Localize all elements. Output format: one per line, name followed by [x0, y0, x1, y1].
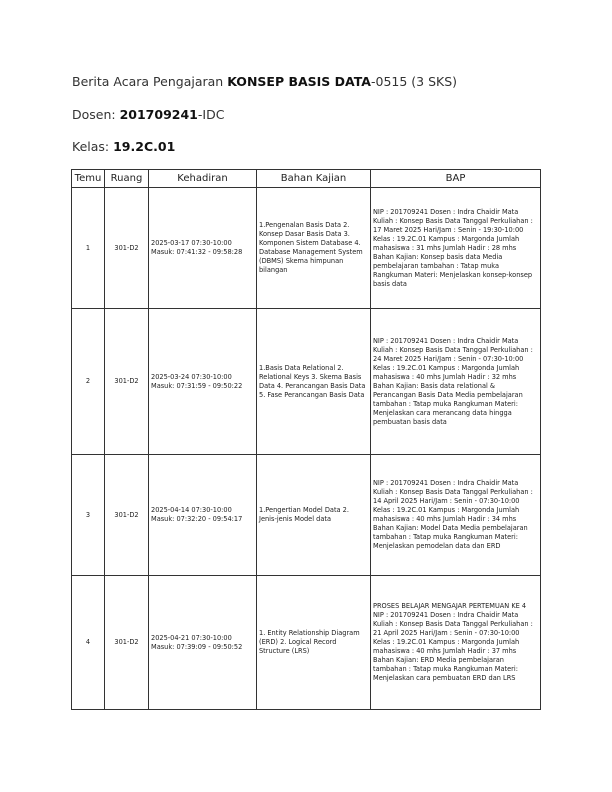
- lecturer-suffix: -IDC: [197, 107, 225, 122]
- kehadiran-cell: [149, 309, 257, 455]
- table-row: [72, 309, 541, 455]
- kehadiran-cell: [149, 455, 257, 576]
- kehadiran-masuk: Masuk: 07:32:20 - 09:54:17: [151, 515, 243, 523]
- temu-cell: 1: [72, 188, 105, 309]
- temu-cell: 4: [72, 576, 105, 710]
- kehadiran-jadwal: 2025-04-21 07:30-10:00: [151, 633, 232, 642]
- col-header-ruang: Ruang: [105, 170, 149, 188]
- bap-cell: NIP : 201709241 Dosen : Indra Chaidir Mata Kuliah : Konsep Basis Data Tanggal Perkuliahan : 24 Maret 2025 Hari/Jam : Senin - 07:30-10:00 Kelas : 19.2C.01 Kampus : Margonda Jumlah mahasiswa : 40 mhs Jumlah Hadir : 32 mhs Bahan Kajian: Basis data relational & Perancangan Basis Data Media pembelajaran tambahan : Tatap muka Rangkuman Materi: Menjelaskan cara merancang data hingga pembuatan basis data: [371, 309, 541, 455]
- title-prefix: Berita Acara Pengajaran: [72, 74, 228, 89]
- bap-cell: NIP : 201709241 Dosen : Indra Chaidir Mata Kuliah : Konsep Basis Data Tanggal Perkuliahan : 17 Maret 2025 Hari/Jam : Senin - 19:30-10:00 Kelas : 19.2C.01 Kampus : Margonda Jumlah mahasiswa : 31 mhs Jumlah Hadir : 28 mhs Bahan Kajian: Konsep basis data Media pembelajaran tambahan : Tatap muka Rangkuman Materi: Menjelaskan konsep-konsep basis data: [371, 188, 541, 309]
- bap-cell: NIP : 201709241 Dosen : Indra Chaidir Mata Kuliah : Konsep Basis Data Tanggal Perkuliahan : 14 April 2025 Hari/Jam : Senin - 07:30-10:00 Kelas : 19.2C.01 Kampus : Margonda Jumlah mahasiswa : 40 mhs Jumlah Hadir : 34 mhs Bahan Kajian: Model Data Media pembelajaran tambahan : Tatap muka Rangkuman Materi: Menjelaskan pemodelan data dan ERD: [371, 455, 541, 576]
- bap-cell: PROSES BELAJAR MENGAJAR PERTEMUAN KE 4 NIP : 201709241 Dosen : Indra Chaidir Mata Kuliah : Konsep Basis Data Tanggal Perkuliahan : 21 April 2025 Hari/Jam : Senin - 07:30-10:00 Kelas : 19.2C.01 Kampus : Margonda Jumlah mahasiswa : 40 mhs Jumlah Hadir : 37 mhs Bahan Kajian: ERD Media pembelajaran tambahan : Tatap muka Rangkuman Materi: Menjelaskan cara pembuatan ERD dan LRS: [371, 576, 541, 710]
- kehadiran-masuk: Masuk: 07:31:59 - 09:50:22: [151, 381, 243, 390]
- kehadiran-cell: [149, 576, 257, 710]
- bahan-kajian-cell: 1.Pengertian Model Data 2. Jenis-jenis Model data: [257, 455, 371, 576]
- col-header-bahan-kajian: Bahan Kajian: [257, 170, 371, 188]
- ruang-cell: 301-D2: [105, 188, 149, 309]
- bap-table: [71, 169, 541, 710]
- temu-cell: 2: [72, 309, 105, 455]
- table-row: [72, 455, 541, 576]
- lecturer-line: [72, 107, 224, 122]
- bahan-kajian-cell: 1. Entity Relationship Diagram (ERD) 2. Logical Record Structure (LRS): [257, 576, 371, 710]
- kehadiran-masuk: Masuk: 07:41:32 - 09:58:28: [151, 248, 243, 256]
- lecturer-label: Dosen:: [72, 107, 120, 122]
- table-header-row: [72, 170, 541, 188]
- col-header-bap: BAP: [371, 170, 541, 188]
- bahan-kajian-cell: 1.Pengenalan Basis Data 2. Konsep Dasar Basis Data 3. Komponen Sistem Database 4. Database Management System (DBMS) Skema himpunan bilangan: [257, 188, 371, 309]
- kehadiran-jadwal: 2025-04-14 07:30-10:00: [151, 506, 232, 514]
- kehadiran-jadwal: 2025-03-24 07:30-10:00: [151, 372, 232, 381]
- class-label: Kelas:: [72, 139, 114, 154]
- page-title: [72, 74, 457, 89]
- ruang-cell: 301-D2: [105, 309, 149, 455]
- col-header-kehadiran: Kehadiran: [149, 170, 257, 188]
- bahan-kajian-cell: 1.Basis Data Relational 2. Relational Keys 3. Skema Basis Data 4. Perancangan Basis Data 5. Fase Perancangan Basis Data: [257, 309, 371, 455]
- temu-cell: 3: [72, 455, 105, 576]
- kehadiran-cell: [149, 188, 257, 309]
- ruang-cell: 301-D2: [105, 576, 149, 710]
- class-code: 19.2C.01: [113, 139, 176, 154]
- table-row: [72, 188, 541, 309]
- kehadiran-jadwal: 2025-03-17 07:30-10:00: [151, 239, 232, 247]
- ruang-cell: 301-D2: [105, 455, 149, 576]
- title-suffix: -0515 (3 SKS): [370, 74, 458, 89]
- kehadiran-masuk: Masuk: 07:39:09 - 09:50:52: [151, 642, 243, 651]
- course-name: KONSEP BASIS DATA: [227, 74, 371, 89]
- table-row: [72, 576, 541, 710]
- lecturer-nip: 201709241: [119, 107, 198, 122]
- class-line: [72, 139, 175, 154]
- col-header-temu: Temu: [72, 170, 105, 188]
